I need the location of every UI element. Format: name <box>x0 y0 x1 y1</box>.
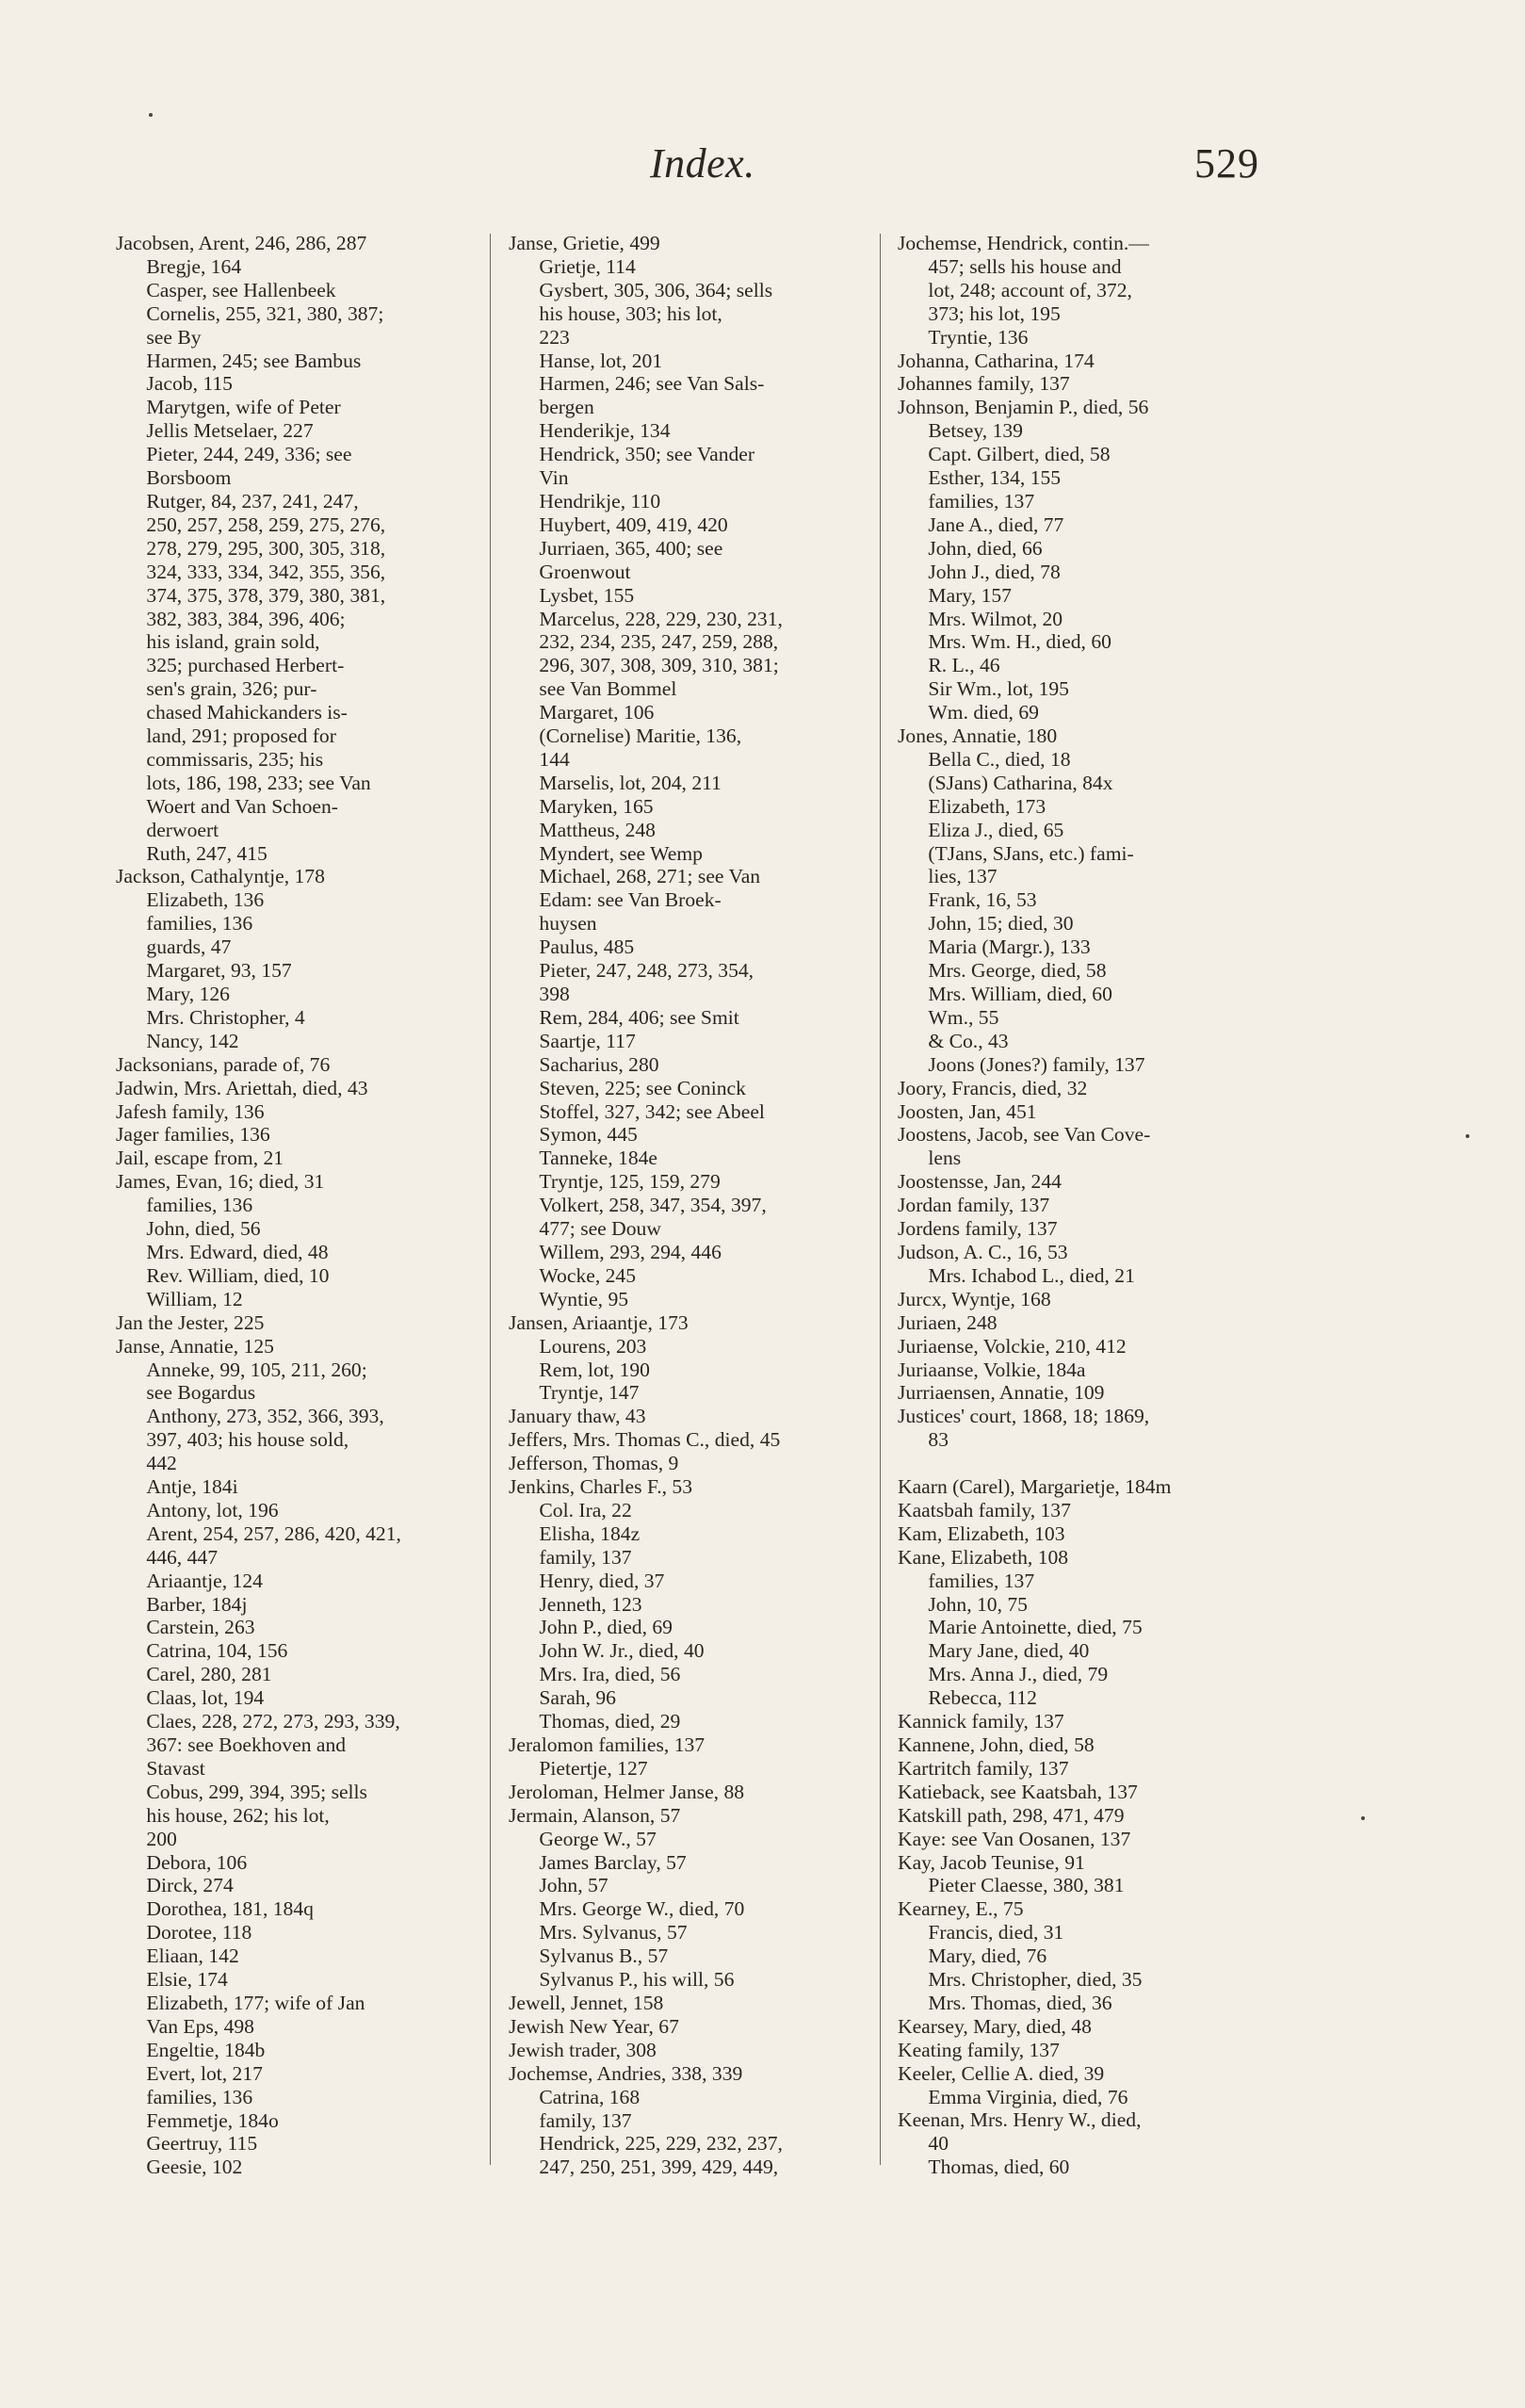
index-entry: Bregje, 164 <box>146 254 242 278</box>
index-entry: Wyntie, 95 <box>539 1287 629 1310</box>
index-entry: Jochemse, Hendrick, contin.— <box>898 232 1149 254</box>
index-entry: (TJans, SJans, etc.) fami- <box>928 841 1134 865</box>
index-entry: Elsie, 174 <box>146 1968 228 1992</box>
index-entry: Francis, died, 31 <box>928 1921 1064 1944</box>
index-entry: Jones, Annatie, 180 <box>898 724 1058 748</box>
index-entry: guards, 47 <box>146 936 232 959</box>
index-entry: (SJans) Catharina, 84x <box>928 771 1113 794</box>
index-entry: Myndert, see Wemp <box>539 841 703 865</box>
index-entry: Femmetje, 184o <box>146 2108 279 2132</box>
index-entry: his house, 303; his lot, <box>539 301 722 325</box>
index-entry: Jordan family, 137 <box>898 1194 1050 1217</box>
index-entry: Juriaanse, Volkie, 184a <box>898 1358 1086 1381</box>
index-entry: Stavast <box>146 1756 205 1780</box>
index-entry: Hanse, lot, 201 <box>539 349 663 372</box>
index-entry: Mrs. Edward, died, 48 <box>146 1240 329 1263</box>
index-entry: Sacharius, 280 <box>539 1052 659 1076</box>
index-entry: Frank, 16, 53 <box>928 888 1037 912</box>
index-entry: Willem, 293, 294, 446 <box>539 1240 722 1263</box>
index-entry: Janse, Annatie, 125 <box>116 1334 274 1358</box>
index-entry: Pieter, 247, 248, 273, 354, <box>539 959 754 983</box>
index-entry: Joons (Jones?) family, 137 <box>928 1052 1145 1076</box>
index-entry: Mary, died, 76 <box>928 1944 1047 1968</box>
index-entry: James Barclay, 57 <box>539 1850 687 1874</box>
index-entry: Wocke, 245 <box>539 1263 637 1287</box>
index-entry: Rutger, 84, 237, 241, 247, <box>146 489 359 513</box>
index-entry: Van Eps, 498 <box>146 2014 254 2038</box>
index-entry: Grietje, 114 <box>539 254 636 278</box>
index-entry: Huybert, 409, 419, 420 <box>539 513 728 536</box>
index-entry: Woert and Van Schoen- <box>146 794 338 818</box>
index-entry: family, 137 <box>539 1545 632 1569</box>
index-entry: Jacksonians, parade of, 76 <box>116 1052 331 1076</box>
index-entry: Kane, Elizabeth, 108 <box>898 1545 1069 1569</box>
index-entry: John J., died, 78 <box>928 560 1061 583</box>
index-entry: Johanna, Catharina, 174 <box>898 349 1095 372</box>
index-entry: Mrs. Ira, died, 56 <box>539 1663 681 1686</box>
index-entry: Emma Virginia, died, 76 <box>928 2085 1128 2108</box>
index-entry: Rem, lot, 190 <box>539 1358 650 1381</box>
index-entry: Arent, 254, 257, 286, 420, 421, <box>146 1521 401 1545</box>
index-entry: Jan the Jester, 225 <box>116 1310 265 1334</box>
page-title: Index. <box>650 140 755 187</box>
index-entry: Jurriaensen, Annatie, 109 <box>898 1381 1105 1405</box>
index-entry: Mrs. Ichabod L., died, 21 <box>928 1263 1135 1287</box>
index-entry: (Cornelise) Maritie, 136, <box>539 724 742 748</box>
print-speck <box>1466 1134 1469 1138</box>
index-entry: Marselis, lot, 204, 211 <box>539 771 722 794</box>
index-entry: Cornelis, 255, 321, 380, 387; <box>146 301 384 325</box>
index-entry: Kaye: see Van Oosanen, 137 <box>898 1827 1131 1850</box>
index-entry: Wm. died, 69 <box>928 701 1039 724</box>
index-entry: Hendrick, 350; see Vander <box>539 443 755 466</box>
index-column-2 <box>509 232 885 2179</box>
index-entry: Engeltie, 184b <box>146 2038 266 2061</box>
index-entry: Jackson, Cathalyntje, 178 <box>116 865 325 888</box>
index-entry: Tryntie, 136 <box>928 325 1029 349</box>
index-entry: Evert, lot, 217 <box>146 2061 263 2085</box>
index-entry: Barber, 184j <box>146 1592 248 1616</box>
index-entry: Claas, lot, 194 <box>146 1686 265 1710</box>
index-entry: Marie Antoinette, died, 75 <box>928 1616 1143 1639</box>
index-entry: 367: see Boekhoven and <box>146 1733 347 1756</box>
index-entry: Judson, A. C., 16, 53 <box>898 1240 1068 1263</box>
index-entry: families, 137 <box>928 489 1035 513</box>
index-entry: Mrs. Sylvanus, 57 <box>539 1921 688 1944</box>
index-entry: Mary Jane, died, 40 <box>928 1639 1090 1663</box>
index-entry: lot, 248; account of, 372, <box>928 278 1132 301</box>
index-entry: Pieter Claesse, 380, 381 <box>928 1874 1125 1897</box>
index-entry: Claes, 228, 272, 273, 293, 339, <box>146 1710 400 1733</box>
index-entry: John P., died, 69 <box>539 1616 673 1639</box>
index-column-1 <box>116 232 493 2179</box>
index-entry: Keenan, Mrs. Henry W., died, <box>898 2108 1142 2132</box>
index-entry: Lysbet, 155 <box>539 583 635 607</box>
index-entry: Antony, lot, 196 <box>146 1498 279 1521</box>
index-entry: Jeralomon families, 137 <box>509 1733 706 1756</box>
index-entry: families, 136 <box>146 1194 253 1217</box>
index-entry: Juriaense, Volckie, 210, 412 <box>898 1334 1127 1358</box>
page-header <box>0 139 1525 196</box>
index-entry: lots, 186, 198, 233; see Van <box>146 771 371 794</box>
index-entry: sen's grain, 326; pur- <box>146 677 317 701</box>
index-entry: Sarah, 96 <box>539 1686 616 1710</box>
index-entry: John W. Jr., died, 40 <box>539 1639 705 1663</box>
index-entry: Catrina, 104, 156 <box>146 1639 288 1663</box>
index-entry: Keating family, 137 <box>898 2038 1060 2061</box>
index-entry: Cobus, 299, 394, 395; sells <box>146 1780 367 1803</box>
index-entry: Borsboom <box>146 466 232 490</box>
index-entry: Kaatsbah family, 137 <box>898 1498 1071 1521</box>
index-entry: 397, 403; his house sold, <box>146 1428 349 1452</box>
index-entry: Jadwin, Mrs. Ariettah, died, 43 <box>116 1076 368 1099</box>
index-entry: Betsey, 139 <box>928 419 1023 443</box>
index-entry: Tryntje, 125, 159, 279 <box>539 1170 721 1194</box>
index-entry: Jenneth, 123 <box>539 1592 642 1616</box>
index-entry: Tryntje, 147 <box>539 1381 640 1405</box>
index-entry: R. L., 46 <box>928 654 1000 677</box>
index-entry: Carel, 280, 281 <box>146 1663 272 1686</box>
index-entry: Hendrikje, 110 <box>539 489 661 513</box>
index-entry: Jurcx, Wyntje, 168 <box>898 1287 1051 1310</box>
index-entry: Bella C., died, 18 <box>928 747 1071 771</box>
index-entry: Elizabeth, 177; wife of Jan <box>146 1991 365 2014</box>
index-entry: Saartje, 117 <box>539 1029 636 1052</box>
index-entry: Pieter, 244, 249, 336; see <box>146 443 352 466</box>
index-entry: John, 57 <box>539 1874 608 1897</box>
index-entry: Geertruy, 115 <box>146 2132 258 2156</box>
index-entry: Jefferson, Thomas, 9 <box>509 1452 679 1475</box>
index-entry: huysen <box>539 912 597 936</box>
index-entry: Thomas, died, 60 <box>928 2156 1070 2179</box>
index-entry: Joostens, Jacob, see Van Cove- <box>898 1123 1151 1147</box>
index-entry: Marcelus, 228, 229, 230, 231, <box>539 607 783 630</box>
index-entry: 325; purchased Herbert- <box>146 654 345 677</box>
index-entry: Volkert, 258, 347, 354, 397, <box>539 1194 767 1217</box>
index-entry: Dorotee, 118 <box>146 1921 252 1944</box>
index-entry: Jeroloman, Helmer Janse, 88 <box>509 1780 745 1803</box>
index-entry: Mrs. George W., died, 70 <box>539 1897 745 1921</box>
index-entry: see Bogardus <box>146 1381 256 1405</box>
index-entry: see Van Bommel <box>539 677 677 701</box>
index-entry: Thomas, died, 29 <box>539 1710 681 1733</box>
print-speck <box>149 113 153 117</box>
index-entry: Kay, Jacob Teunise, 91 <box>898 1850 1085 1874</box>
index-entry: Symon, 445 <box>539 1123 638 1147</box>
index-entry: Esther, 134, 155 <box>928 466 1062 490</box>
index-entry: Geesie, 102 <box>146 2156 243 2179</box>
index-entry: Mary, 157 <box>928 583 1012 607</box>
index-entry: commissaris, 235; his <box>146 747 324 771</box>
index-entry: Steven, 225; see Coninck <box>539 1076 746 1099</box>
index-entry: his house, 262; his lot, <box>146 1803 330 1827</box>
index-entry: Henderikje, 134 <box>539 419 671 443</box>
index-entry: John, died, 56 <box>146 1217 261 1241</box>
index-entry: Harmen, 246; see Van Sals- <box>539 372 765 396</box>
index-entry: 477; see Douw <box>539 1217 661 1241</box>
index-entry: Kannick family, 137 <box>898 1710 1064 1733</box>
index-entry: Mary, 126 <box>146 983 230 1005</box>
index-entry: Marytgen, wife of Peter <box>146 396 341 419</box>
index-entry: Johannes family, 137 <box>898 372 1070 396</box>
index-entry: John, 10, 75 <box>928 1592 1028 1616</box>
index-entry: Nancy, 142 <box>146 1029 239 1052</box>
index-entry: Mrs. Thomas, died, 36 <box>928 1991 1112 2014</box>
index-entry: Katieback, see Kaatsbah, 137 <box>898 1780 1138 1803</box>
index-entry: Edam: see Van Broek- <box>539 888 722 912</box>
index-entry: Keeler, Cellie A. died, 39 <box>898 2061 1105 2085</box>
index-entry: Jellis Metselaer, 227 <box>146 419 314 443</box>
index-entry: Jeffers, Mrs. Thomas C., died, 45 <box>509 1428 781 1452</box>
index-entry: Maryken, 165 <box>539 794 654 818</box>
index-entry: Sylvanus P., his will, 56 <box>539 1968 735 1992</box>
index-entry: John, 15; died, 30 <box>928 912 1074 936</box>
index-entry: Pietertje, 127 <box>539 1756 648 1780</box>
page-number: 529 <box>1194 140 1259 187</box>
index-entry: Wm., 55 <box>928 1005 999 1029</box>
index-entry: Anthony, 273, 352, 366, 393, <box>146 1405 384 1428</box>
index-entry: Jewell, Jennet, 158 <box>509 1991 664 2014</box>
index-entry: Eliza J., died, 65 <box>928 818 1064 841</box>
index-entry: Joory, Francis, died, 32 <box>898 1076 1088 1099</box>
index-entry: Carstein, 263 <box>146 1616 255 1639</box>
index-entry: Rebecca, 112 <box>928 1686 1037 1710</box>
index-entry: Paulus, 485 <box>539 936 635 959</box>
index-entry: Joosten, Jan, 451 <box>898 1099 1037 1123</box>
index-entry: Henry, died, 37 <box>539 1569 665 1592</box>
index-entry: Mrs. Christopher, died, 35 <box>928 1968 1143 1992</box>
index-entry: Mrs. Wilmot, 20 <box>928 607 1063 630</box>
index-entry: Jurriaen, 365, 400; see <box>539 536 723 560</box>
index-entry: Kartritch family, 137 <box>898 1756 1069 1780</box>
index-entry: Kearsey, Mary, died, 48 <box>898 2014 1092 2038</box>
index-entry: Justices' court, 1868, 18; 1869, <box>898 1405 1150 1428</box>
index-entry: John, died, 66 <box>928 536 1043 560</box>
index-entry: Jager families, 136 <box>116 1123 270 1147</box>
index-entry: chased Mahickanders is- <box>146 701 348 724</box>
index-entry: lens <box>928 1147 962 1170</box>
index-entry: Dirck, 274 <box>146 1874 234 1897</box>
index-entry: his island, grain sold, <box>146 630 320 654</box>
index-entry: Mrs. Christopher, 4 <box>146 1005 305 1029</box>
index-entry: Kearney, E., 75 <box>898 1897 1024 1921</box>
index-entry: 40 <box>928 2132 949 2156</box>
index-entry: Jermain, Alanson, 57 <box>509 1803 681 1827</box>
index-entry: 223 <box>539 325 570 349</box>
index-entry: lies, 137 <box>928 865 998 888</box>
index-entry: Tanneke, 184e <box>539 1147 658 1170</box>
index-entry: Lourens, 203 <box>539 1334 647 1358</box>
index-entry: Jafesh family, 136 <box>116 1099 265 1123</box>
index-entry: Joostensse, Jan, 244 <box>898 1170 1062 1194</box>
index-entry: Jordens family, 137 <box>898 1217 1058 1241</box>
index-entry: Sir Wm., lot, 195 <box>928 677 1069 701</box>
index-entry: Ruth, 247, 415 <box>146 841 268 865</box>
index-entry: Dorothea, 181, 184q <box>146 1897 314 1921</box>
index-entry: Antje, 184i <box>146 1475 238 1499</box>
index-entry: 250, 257, 258, 259, 275, 276, <box>146 513 386 536</box>
index-entry: Rev. William, died, 10 <box>146 1263 330 1287</box>
index-entry: 324, 333, 334, 342, 355, 356, <box>146 560 386 583</box>
index-entry: Jochemse, Andries, 338, 339 <box>509 2061 743 2085</box>
index-entry: Elizabeth, 136 <box>146 888 265 912</box>
index-entry: Mrs. Anna J., died, 79 <box>928 1663 1109 1686</box>
index-entry: 446, 447 <box>146 1545 218 1569</box>
print-speck <box>1361 1816 1365 1820</box>
index-entry: Vin <box>539 466 569 490</box>
index-entry: Ariaantje, 124 <box>146 1569 263 1592</box>
index-entry: 232, 234, 235, 247, 259, 288, <box>539 630 779 654</box>
index-entry: Capt. Gilbert, died, 58 <box>928 443 1111 466</box>
index-entry: families, 136 <box>146 912 253 936</box>
index-entry: 374, 375, 378, 379, 380, 381, <box>146 583 386 607</box>
index-entry: Janse, Grietie, 499 <box>509 232 660 254</box>
index-entry: 373; his lot, 195 <box>928 301 1061 325</box>
index-entry: Kam, Elizabeth, 103 <box>898 1521 1065 1545</box>
index-entry: Catrina, 168 <box>539 2085 641 2108</box>
index-entry: Mattheus, 248 <box>539 818 656 841</box>
index-column-3 <box>898 232 1274 2179</box>
index-entry: Col. Ira, 22 <box>539 1498 632 1521</box>
index-entry: 382, 383, 384, 396, 406; <box>146 607 346 630</box>
index-entry: Jewish trader, 308 <box>509 2038 657 2061</box>
index-entry: Eliaan, 142 <box>146 1944 239 1968</box>
index-entry: Stoffel, 327, 342; see Abeel <box>539 1099 765 1123</box>
index-entry: 200 <box>146 1827 177 1850</box>
index-entry: Johnson, Benjamin P., died, 56 <box>898 396 1149 419</box>
index-entry: Jenkins, Charles F., 53 <box>509 1475 693 1499</box>
index-entry: Margaret, 93, 157 <box>146 959 292 983</box>
index-entry: Kaarn (Carel), Margarietje, 184m <box>898 1475 1172 1499</box>
index-entry: land, 291; proposed for <box>146 724 336 748</box>
index-entry: Jansen, Ariaantje, 173 <box>509 1310 689 1334</box>
column-divider <box>880 234 881 2165</box>
index-entry: & Co., 43 <box>928 1029 1009 1052</box>
index-entry: Harmen, 245; see Bambus <box>146 349 362 372</box>
index-entry: Sylvanus B., 57 <box>539 1944 669 1968</box>
index-entry: Michael, 268, 271; see Van <box>539 865 761 888</box>
index-entry: family, 137 <box>539 2108 632 2132</box>
index-entry: Juriaen, 248 <box>898 1310 998 1334</box>
index-entry: James, Evan, 16; died, 31 <box>116 1170 325 1194</box>
index-entry: Mrs. George, died, 58 <box>928 959 1107 983</box>
index-entry: Kannene, John, died, 58 <box>898 1733 1095 1756</box>
index-entry: Hendrick, 225, 229, 232, 237, <box>539 2132 783 2156</box>
index-entry: Jail, escape from, 21 <box>116 1147 284 1170</box>
index-entry: derwoert <box>146 818 219 841</box>
index-entry: families, 137 <box>928 1569 1035 1592</box>
index-entry: Katskill path, 298, 471, 479 <box>898 1803 1125 1827</box>
index-entry: see By <box>146 325 202 349</box>
index-entry: 144 <box>539 747 570 771</box>
index-entry: Groenwout <box>539 560 631 583</box>
index-entry: Mrs. Wm. H., died, 60 <box>928 630 1111 654</box>
index-entry: 247, 250, 251, 399, 429, 449, <box>539 2156 779 2179</box>
index-entry: Jane A., died, 77 <box>928 513 1064 536</box>
index-entry: 278, 279, 295, 300, 305, 318, <box>146 536 386 560</box>
index-entry: Jacobsen, Arent, 246, 286, 287 <box>116 232 367 254</box>
index-entry: Casper, see Hallenbeek <box>146 278 336 301</box>
index-entry: Gysbert, 305, 306, 364; sells <box>539 278 773 301</box>
index-entry: Anneke, 99, 105, 211, 260; <box>146 1358 367 1381</box>
index-entry: George W., 57 <box>539 1827 657 1850</box>
index-entry: Debora, 106 <box>146 1850 248 1874</box>
index-entry: Elisha, 184z <box>539 1521 641 1545</box>
index-entry: 442 <box>146 1452 177 1475</box>
column-divider <box>490 234 491 2165</box>
index-entry: 83 <box>928 1428 949 1452</box>
index-entry: Maria (Margr.), 133 <box>928 936 1091 959</box>
index-entry: 296, 307, 308, 309, 310, 381; <box>539 654 779 677</box>
index-entry: 398 <box>539 983 570 1005</box>
index-entry: families, 136 <box>146 2085 253 2108</box>
index-entry: Jacob, 115 <box>146 372 233 396</box>
index-entry: William, 12 <box>146 1287 243 1310</box>
index-entry: Elizabeth, 173 <box>928 794 1046 818</box>
index-entry: January thaw, 43 <box>509 1405 646 1428</box>
index-entry: Mrs. William, died, 60 <box>928 983 1112 1005</box>
index-entry: Jewish New Year, 67 <box>509 2014 679 2038</box>
index-entry: bergen <box>539 396 594 419</box>
index-entry: Rem, 284, 406; see Smit <box>539 1005 739 1029</box>
index-entry: 457; sells his house and <box>928 254 1122 278</box>
index-entry: Margaret, 106 <box>539 701 655 724</box>
